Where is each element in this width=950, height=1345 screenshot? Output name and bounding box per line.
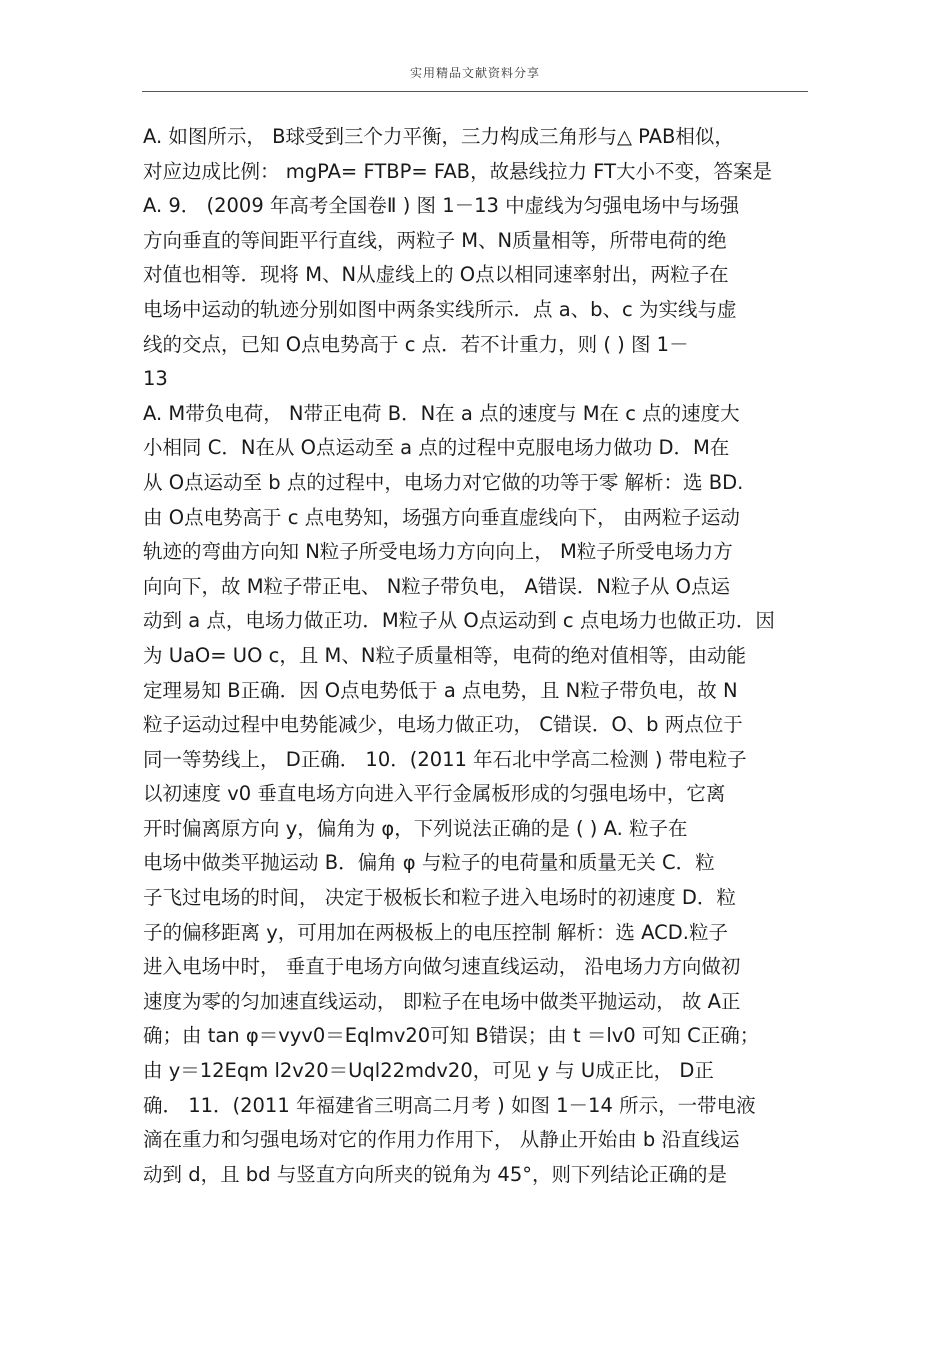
text-line: 进入电场中时， 垂直于电场方向做匀速直线运动， 沿电场力方向做初 xyxy=(143,955,741,979)
text-line: A. M带负电荷， N带正电荷 B．N在 a 点的速度与 M在 c 点的速度大 xyxy=(143,401,740,425)
text-line: 13 xyxy=(143,367,168,391)
text-line: 电场中做类平抛运动 B．偏角 φ 与粒子的电荷量和质量无关 C．粒 xyxy=(143,851,715,875)
text-line: 轨迹的弯曲方向知 N粒子所受电场力方向向上， M粒子所受电场力方 xyxy=(143,540,733,564)
text-line: 子的偏移距离 y，可用加在两极板上的电压控制 解析：选 ACD.粒子 xyxy=(143,920,728,944)
text-line: 开时偏离原方向 y，偏角为 φ，下列说法正确的是 ( ) A. 粒子在 xyxy=(143,816,688,840)
text-line: 由 O点电势高于 c 点电势知，场强方向垂直虚线向下， 由两粒子运动 xyxy=(143,505,740,529)
text-line: 对应边成比例： mgPA= FTBP= FAB，故悬线拉力 FT大小不变，答案是 xyxy=(143,159,773,183)
text-line: 速度为零的匀加速直线运动， 即粒子在电场中做类平抛运动， 故 A正 xyxy=(143,989,741,1013)
text-line: 粒子运动过程中电势能减少，电场力做正功， C错误．O、b 两点位于 xyxy=(143,713,743,737)
text-line: 由 y＝12Eqm l2v20＝Uql22mdv20，可见 y 与 U成正比， D正 xyxy=(143,1059,714,1083)
page-header: 实用精品文献资料分享 xyxy=(409,66,540,80)
text-line: 方向垂直的等间距平行直线，两粒子 M、N质量相等，所带电荷的绝 xyxy=(143,228,727,252)
text-line: 确． 11．(2011 年福建省三明高二月考 ) 如图 1－14 所示，一带电液 xyxy=(143,1093,756,1117)
text-line: 同一等势线上， D正确． 10．(2011 年石北中学高二检测 ) 带电粒子 xyxy=(143,747,747,771)
text-line: 小相同 C．N在从 O点运动至 a 点的过程中克服电场力做功 D．M在 xyxy=(143,436,730,460)
text-line: 从 O点运动至 b 点的过程中，电场力对它做的功等于零 解析：选 BD. xyxy=(143,470,744,494)
text-line: 为 UaO= UO c，且 M、N粒子质量相等，电荷的绝对值相等，由动能 xyxy=(143,643,746,667)
text-line: A. 如图所示， B球受到三个力平衡，三力构成三角形与△ PAB相似， xyxy=(143,125,734,148)
text-line: 确；由 tan φ＝vyv0＝Eqlmv20可知 B错误；由 t ＝lv0 可知 C正确； xyxy=(143,1024,760,1048)
document-body xyxy=(143,120,823,1192)
text-line: 向向下，故 M粒子带正电、 N粒子带负电， A错误．N粒子从 O点运 xyxy=(143,574,730,598)
text-line: 动到 a 点，电场力做正功．M粒子从 O点运动到 c 点电场力也做正功．因 xyxy=(143,609,775,633)
text-line: 对值也相等．现将 M、N从虚线上的 O点以相同速率射出，两粒子在 xyxy=(143,263,729,287)
text-line: 线的交点，已知 O点电势高于 c 点．若不计重力，则 ( ) 图 1－ xyxy=(143,332,689,356)
text-line: 子飞过电场的时间， 决定于极板长和粒子进入电场时的初速度 D．粒 xyxy=(143,886,736,910)
text-line: 电场中运动的轨迹分别如图中两条实线所示．点 a、b、c 为实线与虚 xyxy=(143,297,737,321)
text-line: A. 9． (2009 年高考全国卷Ⅱ ) 图 1－13 中虚线为匀强电场中与场强 xyxy=(143,194,740,218)
text-line: 滴在重力和匀强电场对它的作用力作用下， 从静止开始由 b 沿直线运 xyxy=(143,1128,740,1152)
text-line: 动到 d，且 bd 与竖直方向所夹的锐角为 45°，则下列结论正确的是 xyxy=(143,1162,727,1186)
header-divider xyxy=(142,91,808,92)
text-line: 定理易知 B正确．因 O点电势低于 a 点电势，且 N粒子带负电，故 N xyxy=(143,678,738,702)
text-line: 以初速度 v0 垂直电场方向进入平行金属板形成的匀强电场中，它离 xyxy=(143,782,726,806)
